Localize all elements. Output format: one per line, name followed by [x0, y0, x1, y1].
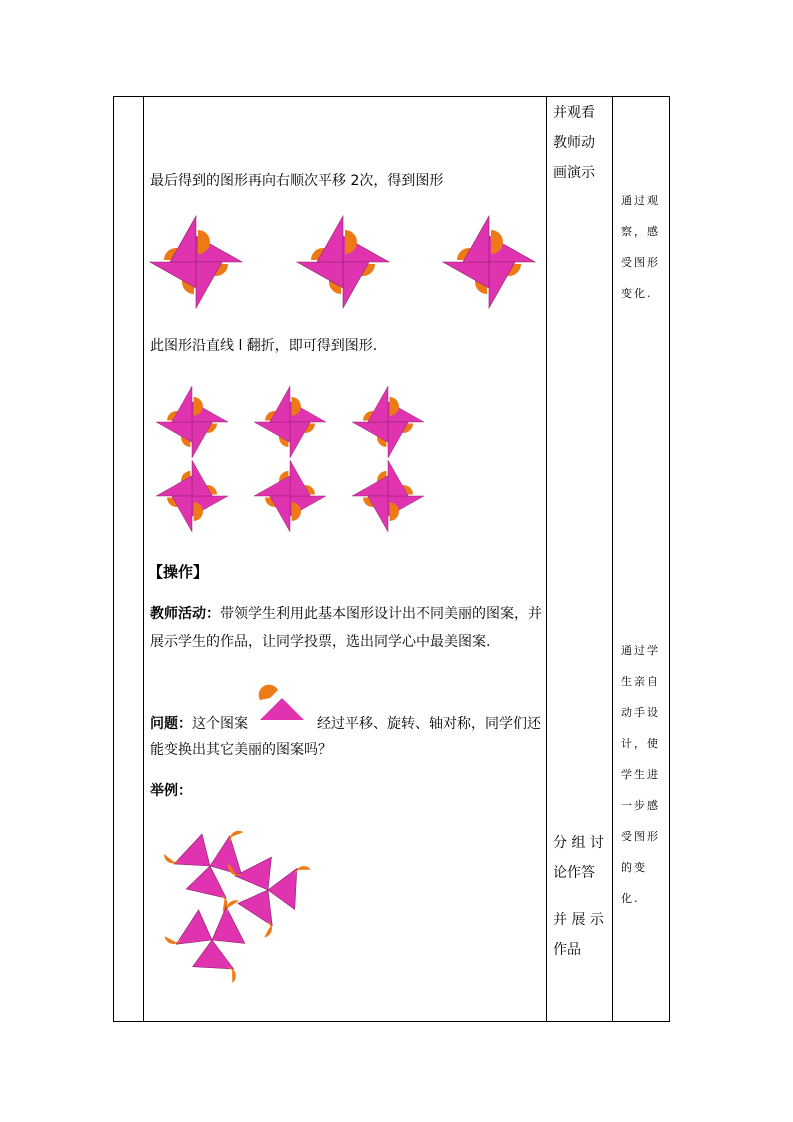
- student-activity-2: [553, 828, 604, 888]
- teacher-activity-text: 带领学生利用此基本图形设计出不同美丽的图案，并: [220, 606, 542, 622]
- question-line-2: 能变换出其它美丽的图案吗？: [150, 742, 332, 758]
- student-text: 教师动: [553, 135, 595, 151]
- question-text-b: 经过平移、旋转、轴对称，同学们还: [317, 716, 541, 732]
- example-label: 举例：: [150, 783, 192, 799]
- intent-text: 受图形: [621, 256, 660, 269]
- intent-text: 动手设: [621, 706, 660, 719]
- paragraph-translate: 最后得到的图形再向右顺次平移 2次，得到图形: [150, 173, 444, 189]
- teacher-activity-label: 教师活动：: [150, 606, 220, 622]
- pinwheel-figure-reflected: [254, 460, 326, 532]
- pinwheel-figure: [150, 216, 242, 308]
- intent-text: 生亲自: [621, 675, 660, 688]
- pinwheel-figure: [254, 386, 326, 458]
- student-text: 作品: [553, 942, 581, 958]
- student-text: 论作答: [553, 865, 595, 881]
- operation-heading: 【操作】: [148, 563, 209, 581]
- intent-text: 察，感: [621, 225, 660, 238]
- paragraph-reflect: 此图形沿直线 l 翻折，即可得到图形.: [150, 338, 378, 354]
- student-text: 分 组 讨: [553, 835, 604, 851]
- design-intent-2: [621, 635, 660, 914]
- pinwheel-figure-reflected: [156, 460, 228, 532]
- question-label: 问题：: [150, 716, 192, 732]
- intent-text: 变化.: [621, 287, 653, 300]
- design-intent-1: [621, 185, 660, 309]
- pinwheel-figure: [443, 216, 535, 308]
- pinwheel-figure: [156, 386, 228, 458]
- student-text: 画演示: [553, 165, 595, 181]
- pinwheel-figure-reflected: [352, 460, 424, 532]
- pinwheel-figure: [352, 386, 424, 458]
- intent-text: 通过学: [621, 644, 660, 657]
- intent-text: 通过观: [621, 194, 660, 207]
- intent-text: 化.: [621, 892, 640, 905]
- intent-text: 一步感: [621, 799, 660, 812]
- intent-text: 的变: [621, 861, 647, 874]
- pinwheel-figure: [297, 216, 389, 308]
- question-text-a: 这个图案: [192, 716, 248, 732]
- student-activity-3: [553, 905, 604, 965]
- student-activity-1: [553, 98, 595, 188]
- student-text: 并观看: [553, 105, 595, 121]
- intent-text: 计，使: [621, 737, 660, 750]
- basic-shape-figure: [259, 685, 304, 720]
- intent-text: 受图形: [621, 830, 660, 843]
- teacher-activity-line-2: 展示学生的作品，让同学投票，选出同学心中最美图案.: [150, 634, 491, 650]
- intent-text: 学生进: [621, 768, 660, 781]
- student-text: 并 展 示: [553, 912, 604, 928]
